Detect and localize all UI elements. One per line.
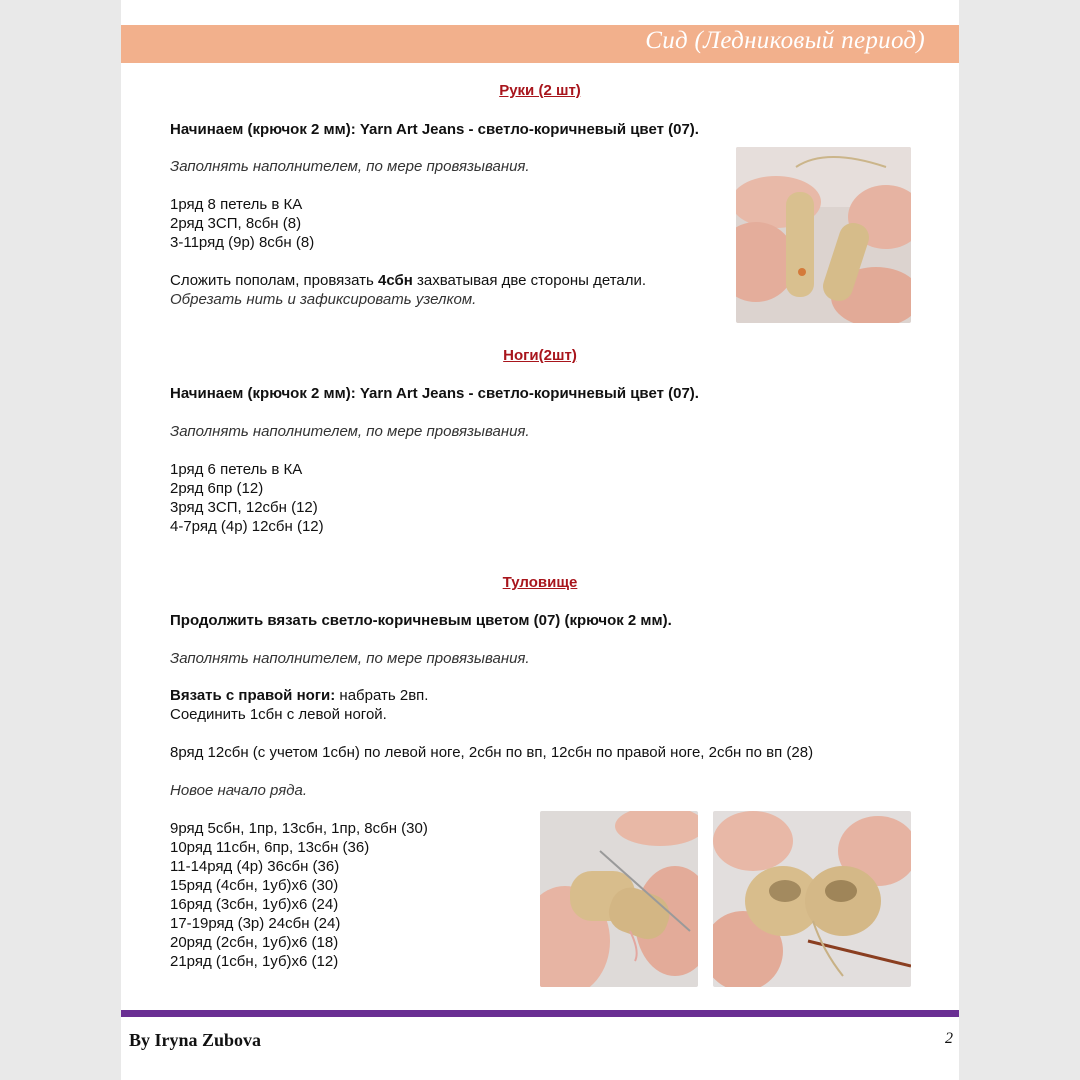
- legs-start-label: Начинаем (крючок 2 мм): Yarn Art Jeans - светло-коричневый цвет (07).: [170, 385, 699, 402]
- pattern-page: [121, 0, 959, 1080]
- body-photo-1: [540, 811, 698, 987]
- fold-suffix: захватывая две стороны детали.: [412, 272, 647, 289]
- section-title-legs: Ноги(2шт): [503, 347, 577, 364]
- right-leg-bold: Вязать с правой ноги:: [170, 687, 336, 704]
- legs-row: 2ряд 6пр (12): [170, 480, 264, 497]
- fold-prefix: Сложить пополам, провязать: [170, 272, 379, 289]
- fold-bold: 4сбн: [378, 272, 413, 289]
- body-row: 10ряд 11сбн, 6пр, 13сбн (36): [170, 839, 370, 856]
- legs-row: 4-7ряд (4р) 12сбн (12): [170, 518, 324, 535]
- arms-row: 1ряд 8 петель в КА: [170, 196, 303, 213]
- section-title-body: Туловище: [502, 574, 578, 591]
- section-title-arms: Руки (2 шт): [499, 82, 581, 99]
- body-row: 9ряд 5сбн, 1пр, 13сбн, 1пр, 8сбн (30): [170, 820, 428, 837]
- body-photo-2: [713, 811, 911, 987]
- body-new-start: Новое начало ряда.: [170, 782, 308, 799]
- arms-cut-note: Обрезать нить и зафиксировать узелком.: [170, 291, 477, 308]
- arms-photo: [736, 147, 911, 323]
- arms-row: 3-11ряд (9р) 8сбн (8): [170, 234, 315, 251]
- body-row: 21ряд (1сбн, 1уб)х6 (12): [170, 953, 339, 970]
- body-row: 15ряд (4сбн, 1уб)х6 (30): [170, 877, 339, 894]
- header-bar: [121, 25, 959, 63]
- legs-fill-note: Заполнять наполнителем, по мере провязывания.: [170, 423, 530, 440]
- body-row-8: 8ряд 12сбн (с учетом 1сбн) по левой ноге, 2сбн по вп, 12сбн по правой ноге, 2сбн по вп (28): [170, 744, 814, 761]
- body-row: 16ряд (3сбн, 1уб)х6 (24): [170, 896, 339, 913]
- body-row: 20ряд (2сбн, 1уб)х6 (18): [170, 934, 339, 951]
- page-number: 2: [945, 1030, 953, 1047]
- body-right-leg: [170, 686, 428, 705]
- arms-start-label: Начинаем (крючок 2 мм): Yarn Art Jeans - светло-коричневый цвет (07).: [170, 121, 699, 138]
- legs-row: 3ряд 3СП, 12сбн (12): [170, 499, 318, 516]
- body-row: 11-14ряд (4р) 36сбн (36): [170, 858, 340, 875]
- footer-divider: [121, 1010, 959, 1017]
- legs-row: 1ряд 6 петель в КА: [170, 461, 303, 478]
- page-title: Сид (Ледниковый период): [645, 27, 925, 54]
- arms-row: 2ряд 3СП, 8сбн (8): [170, 215, 302, 232]
- body-row: 17-19ряд (3р) 24сбн (24): [170, 915, 341, 932]
- arms-fold-instruction: [170, 271, 646, 290]
- footer-author: By Iryna Zubova: [129, 1030, 262, 1050]
- body-fill-note: Заполнять наполнителем, по мере провязывания.: [170, 650, 530, 667]
- body-join-note: Соединить 1сбн с левой ногой.: [170, 706, 387, 723]
- right-leg-rest: набрать 2вп.: [335, 687, 429, 704]
- arms-fill-note: Заполнять наполнителем, по мере провязывания.: [170, 158, 530, 175]
- body-continue-label: Продолжить вязать светло-коричневым цветом (07) (крючок 2 мм).: [170, 612, 672, 629]
